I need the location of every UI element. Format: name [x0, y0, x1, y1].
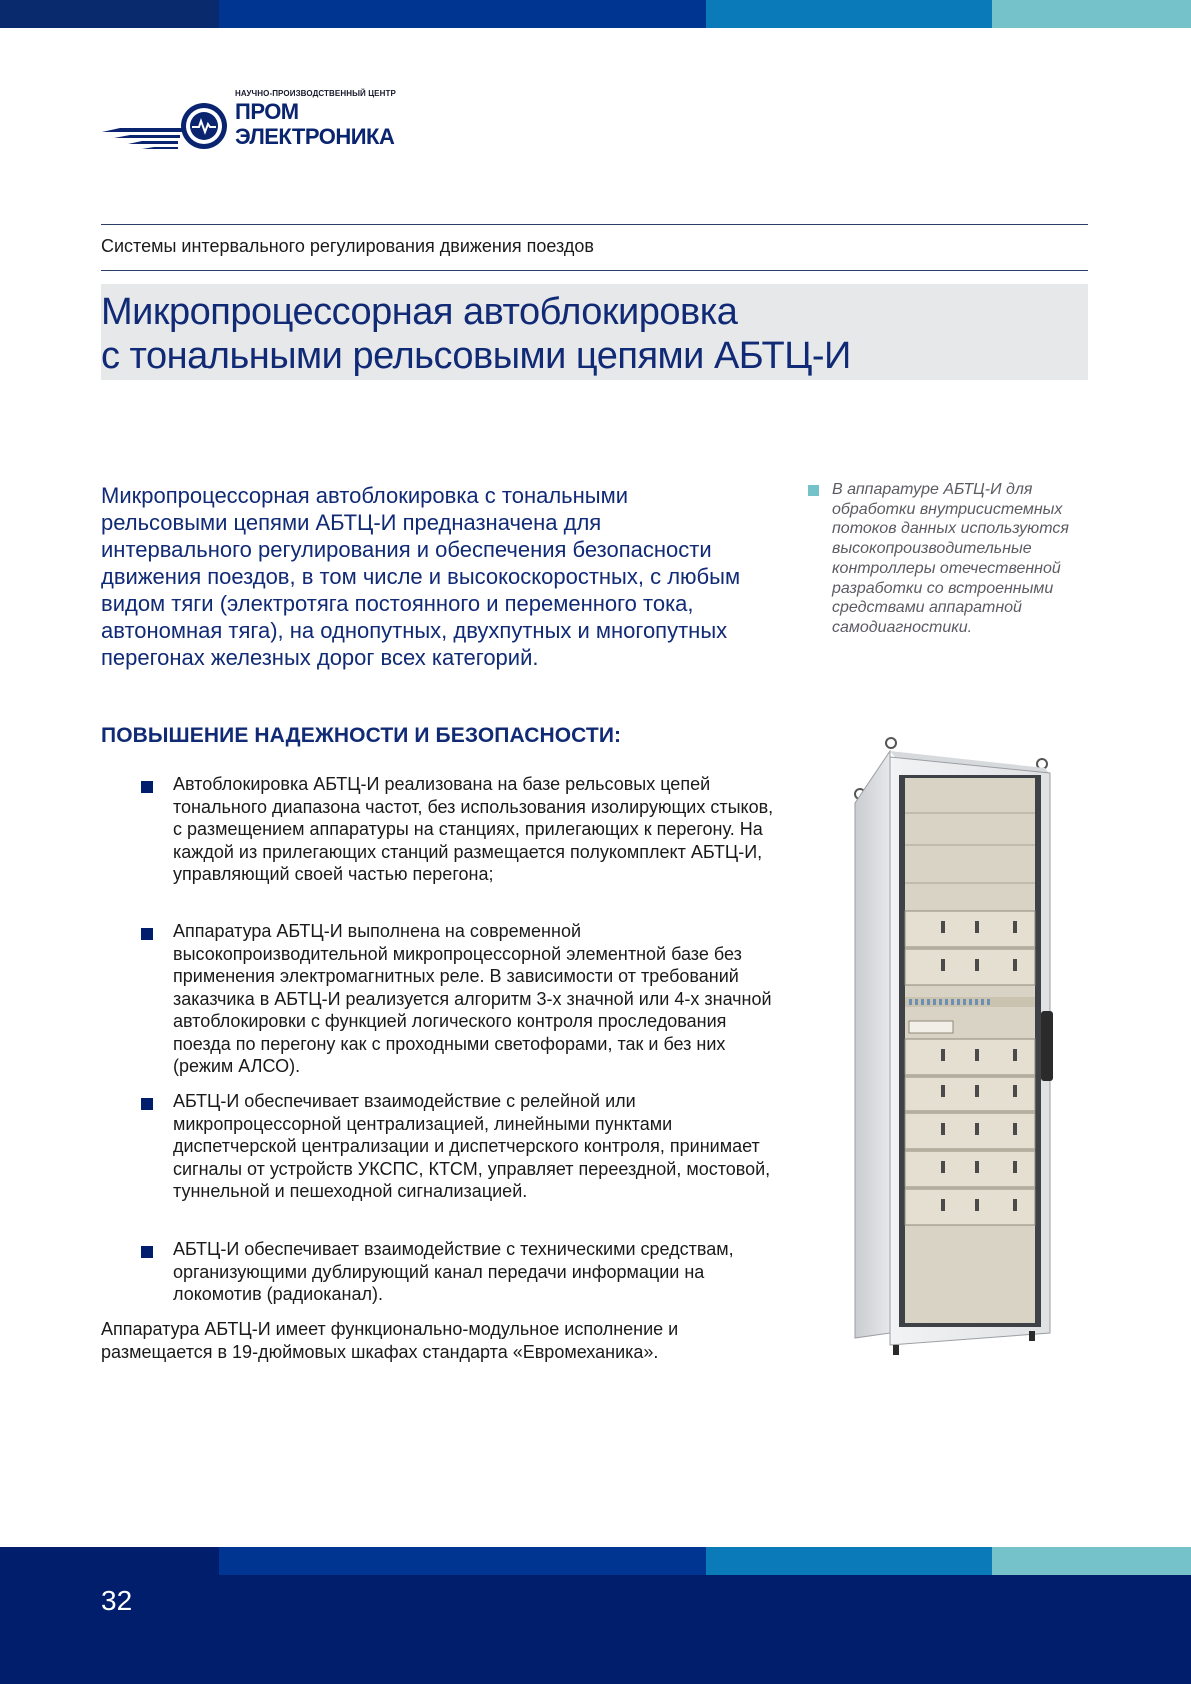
bullet-square-icon [141, 1098, 153, 1110]
logo-name-line1: ПРОМ [235, 99, 299, 124]
footer-band [0, 1575, 1191, 1684]
closing-paragraph: Аппаратура АБТЦ-И имеет функционально-модульное исполнение и размещается в 19-дюймовых шкафах стандарта «Евромеханика». [101, 1319, 679, 1362]
intro-text: Микропроцессорная автоблокировка с тональными рельсовыми цепями АБТЦ-И предназначена для интервального регулирования и обеспечения безопасности движения поездов, в том числе и высокоскоростных, с любым видом тяги (электротяга постоянного и переменного тока, автономная тяга), на однопутных, двухпутных и многопутных перегонах железных дорог всех категорий. [101, 483, 741, 670]
divider-top [101, 224, 1088, 225]
bullet-square-icon [141, 1246, 153, 1258]
page-number: 32 [101, 1585, 133, 1616]
bullet-square-icon [141, 928, 153, 940]
section-heading: ПОВЫШЕНИЕ НАДЕЖНОСТИ И БЕЗОПАСНОСТИ: [101, 724, 622, 747]
stripe-segment-teal [992, 0, 1191, 28]
top-color-stripe [0, 0, 1191, 28]
stripe-segment-blue [219, 1547, 706, 1575]
list-item-text: АБТЦ-И обеспечивает взаимодействие с техническими средствам, организующими дублирующий канал передачи информации на локомотив (радиоканал). [173, 1239, 734, 1304]
stripe-segment-navy [0, 0, 219, 28]
logo-tagline: НАУЧНО-ПРОИЗВОДСТВЕННЫЙ ЦЕНТР [235, 89, 396, 98]
bullet-square-icon [141, 781, 153, 793]
stripe-segment-blue [219, 0, 706, 28]
stripe-segment-cyan [706, 1547, 992, 1575]
equipment-cabinet-photo [845, 733, 1065, 1358]
section-title: Системы интервального регулирования движения поездов [101, 236, 594, 256]
sidebar-note-text: В аппаратуре АБТЦ-И для обработки внутрисистемных потоков данных используются высокопроизводительные контроллеры отечественной разработки со встроенными средствами аппаратной самодиагностики. [832, 481, 1069, 636]
logo-emblem-icon [100, 88, 230, 158]
stripe-segment-teal [992, 1547, 1191, 1575]
stripe-segment-navy [0, 1547, 219, 1575]
bullet-square-icon [808, 485, 819, 496]
company-logo [100, 88, 400, 158]
list-item-text: АБТЦ-И обеспечивает взаимодействие с релейной или микропроцессорной централизацией, линейными пунктами диспетчерской централизации и диспетчерского контроля, принимает сигналы от устройств УКСПС, КТСМ, управляет переездной, мостовой, туннельной и пешеходной сигнализацией. [173, 1091, 771, 1201]
page-title-line1: Микропроцессорная автоблокировка [101, 291, 738, 333]
divider-bottom [101, 270, 1088, 271]
list-item-text: Автоблокировка АБТЦ-И реализована на базе рельсовых цепей тонального диапазона частот, без использования изолирующих стыков, с размещением аппаратуры на станциях, прилегающих к перегону. На каждой из прилегающих станций размещается полукомплект АБТЦ-И, управляющий своей частью перегона; [173, 774, 774, 884]
stripe-segment-cyan [706, 0, 992, 28]
list-item-text: Аппаратура АБТЦ-И выполнена на современной высокопроизводительной микропроцессорной элементной базе без применения электромагнитных реле. В зависимости от требований заказчика в АБТЦ-И реализуется алгоритм 3-х значной или 4-х значной автоблокировки с функцией логического контроля проследования поезда по перегону как с проходными светофорами, так и без них (режим АЛСО). [173, 921, 772, 1076]
logo-name-line2: ЭЛЕКТРОНИКА [235, 124, 395, 149]
bottom-color-stripe [0, 1547, 1191, 1575]
intro-paragraph [101, 482, 741, 671]
page-title-line2: с тональными рельсовыми цепями АБТЦ-И [101, 335, 851, 377]
